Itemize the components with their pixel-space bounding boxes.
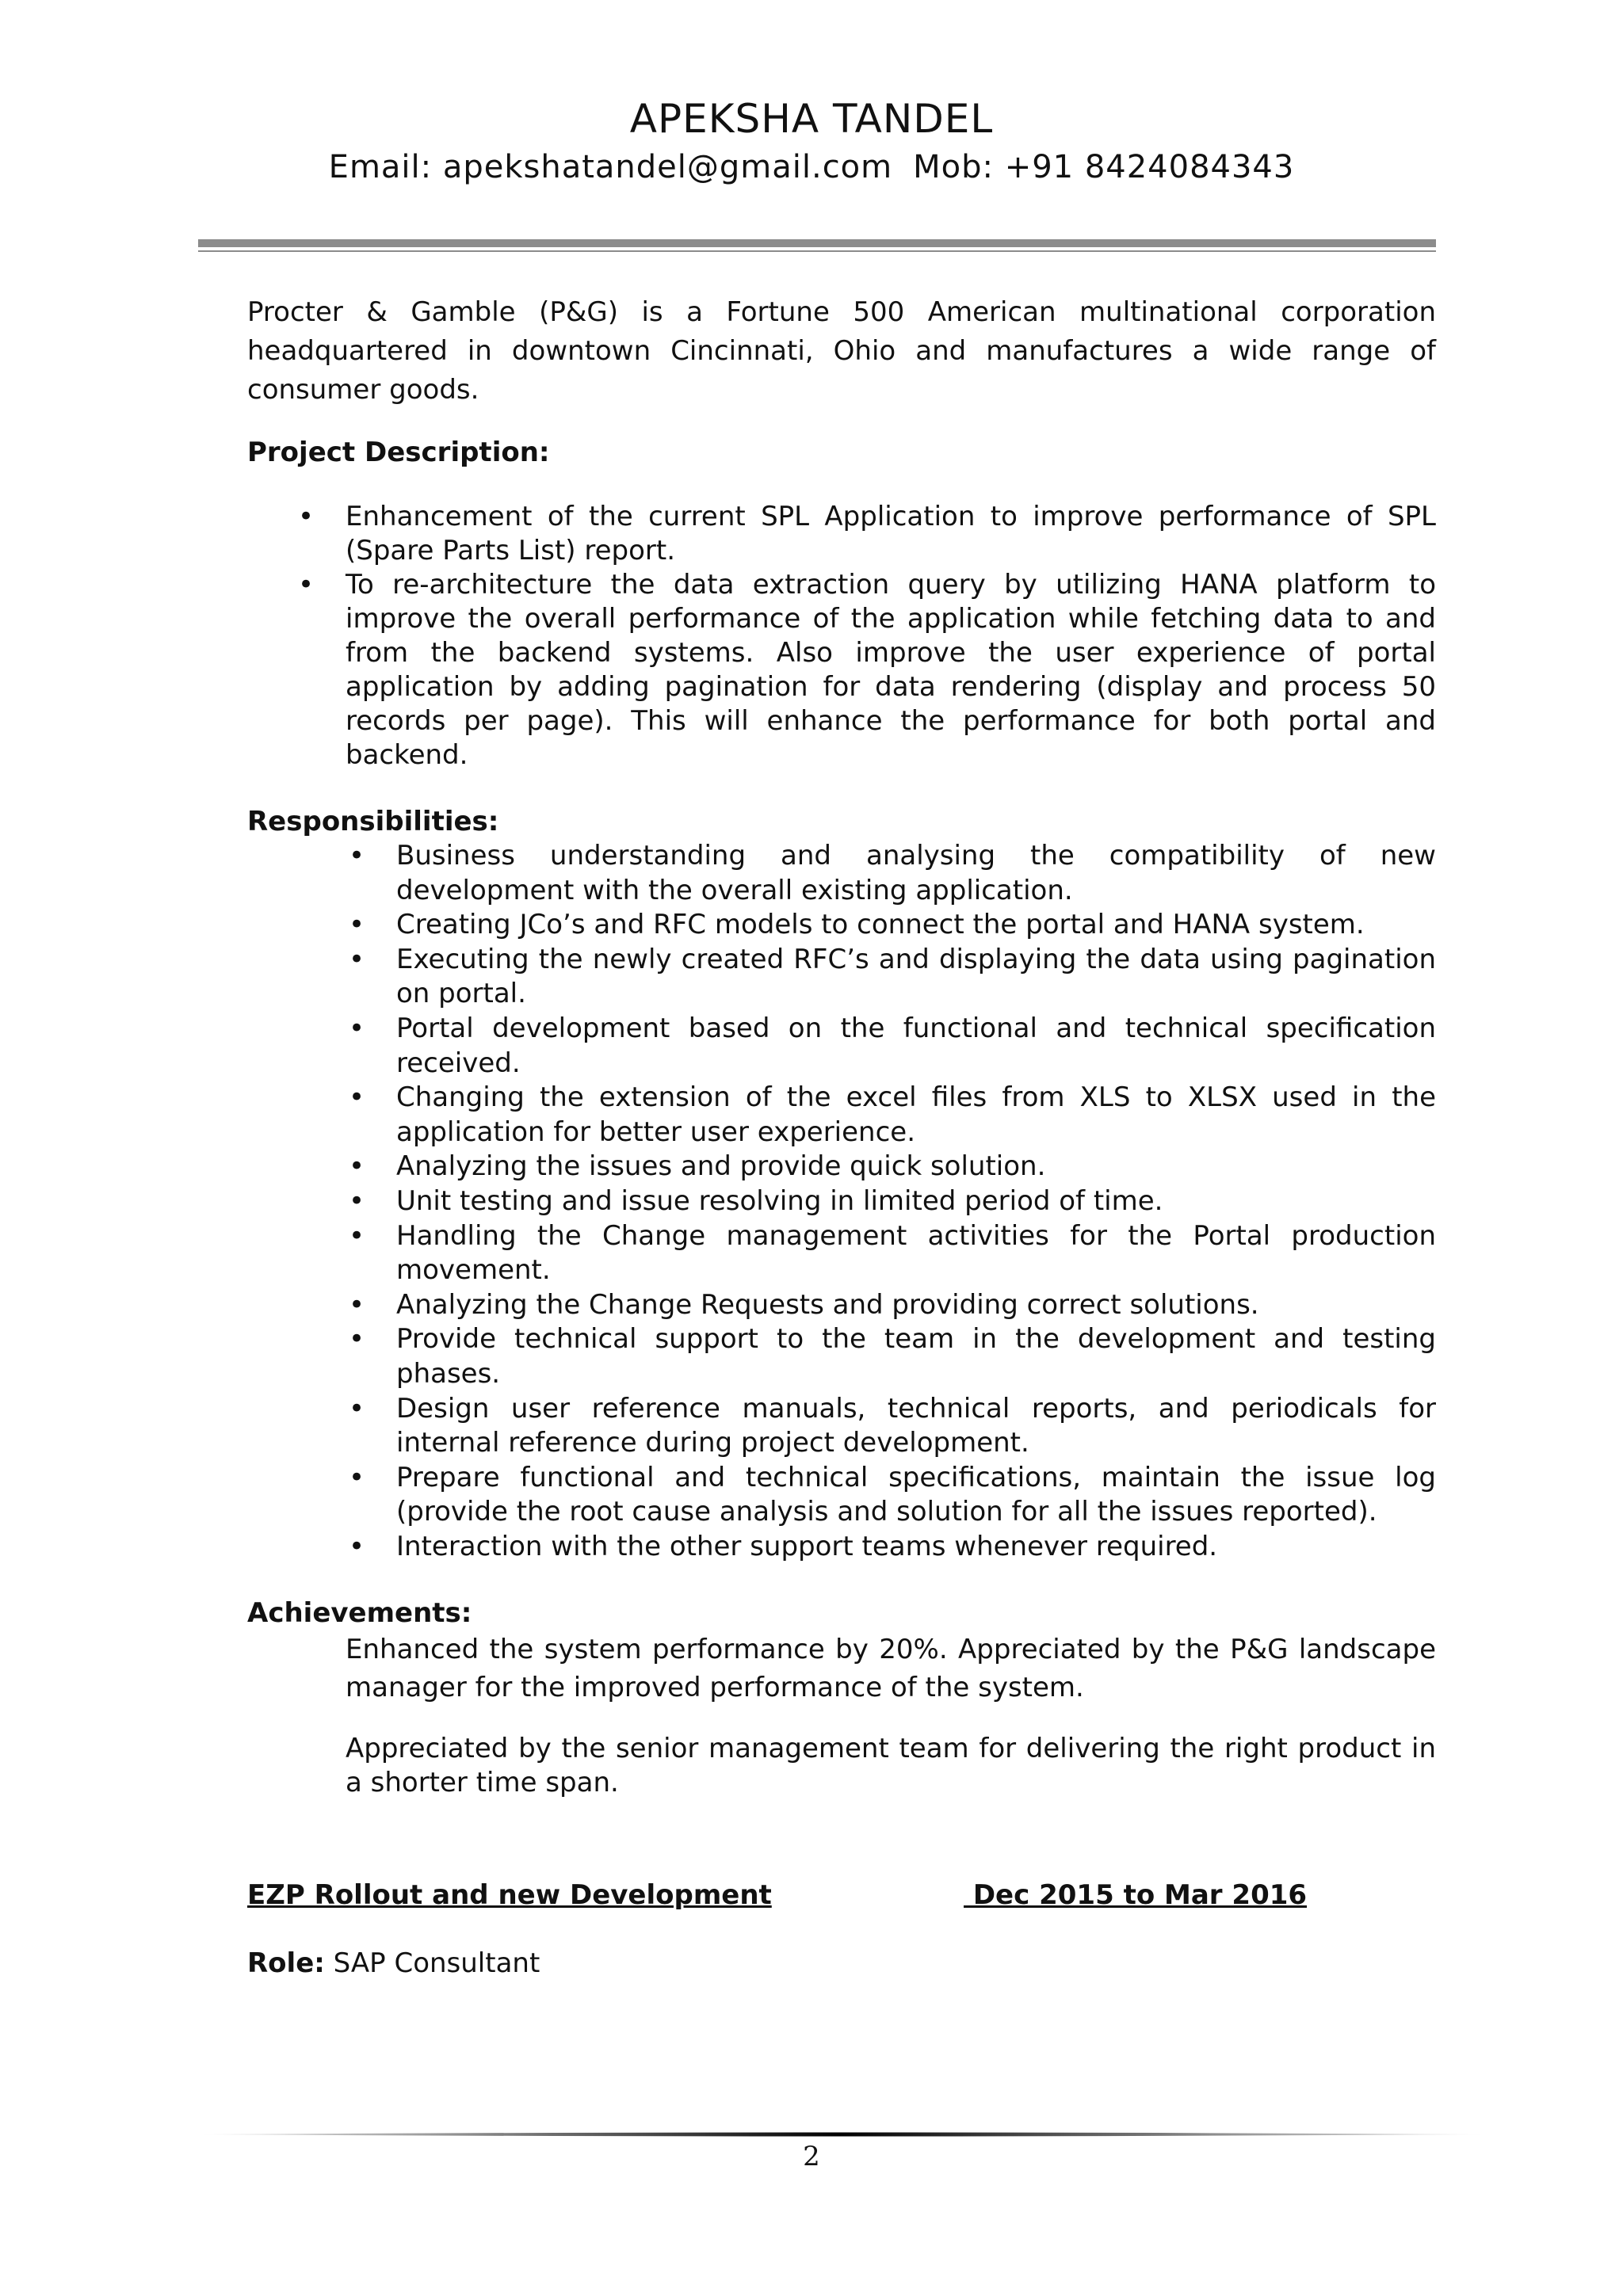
list-item: • Changing the extension of the excel files from XLS to XLSX used in the application for better user experience. <box>349 1081 1436 1148</box>
mobile-text: Mob: +91 8424084343 <box>913 149 1295 185</box>
list-item: • Business understanding and analysing the compatibility of new development with the overall existing application. <box>349 840 1436 906</box>
role-value: SAP Consultant <box>333 1947 540 1979</box>
header-divider <box>198 239 1436 247</box>
bullet-icon: • <box>349 1012 365 1044</box>
list-item: • Enhancement of the current SPL Application to improve performance of SPL (Spare Parts List) report. <box>298 501 1436 566</box>
list-item: • Provide technical support to the team in the development and testing phases. <box>349 1323 1436 1390</box>
list-item: • Portal development based on the functional and technical specification received. <box>349 1012 1436 1079</box>
bullet-icon: • <box>349 1184 365 1217</box>
list-item: • Design user reference manuals, technical reports, and periodicals for internal reference during project development. <box>349 1392 1436 1459</box>
role-line <box>247 1946 540 1981</box>
list-item: • Unit testing and issue resolving in limited period of time. <box>396 1184 1436 1219</box>
list-item: • Creating JCo’s and RFC models to connect the portal and HANA system. <box>396 908 1436 943</box>
achievement-item: Enhanced the system performance by 20%. Appreciated by the P&G landscape manager for the improved performance of the system. <box>346 1634 1436 1704</box>
bullet-icon: • <box>349 1150 365 1183</box>
bullet-icon: • <box>349 840 365 871</box>
bullet-icon: • <box>298 569 315 601</box>
bullet-icon: • <box>349 1461 365 1493</box>
list-item: • Interaction with the other support teams whenever required. <box>396 1530 1436 1565</box>
header-divider-thin <box>198 250 1436 252</box>
list-item: • Executing the newly created RFC’s and displaying the data using pagination on portal. <box>349 943 1436 1010</box>
company-intro: Procter & Gamble (P&G) is a Fortune 500 American multinational corporation headquartered in downtown Cincinnati, Ohio and manufactures a wide range of consumer goods. <box>247 296 1436 406</box>
bullet-icon: • <box>349 1081 365 1114</box>
list-item: • Handling the Change management activities for the Portal production movement. <box>349 1219 1436 1287</box>
responsibilities-heading: Responsibilities: <box>247 806 499 837</box>
bullet-icon: • <box>349 909 365 941</box>
main-content <box>247 293 1436 1800</box>
project-description-heading: Project Description: <box>247 437 550 468</box>
list-item: • To re-architecture the data extraction query by utilizing HANA platform to improve the overall performance of the application while fetching data to and from the backend systems. Also improve the user experience of portal application by adding pagination for data rendering (display and process 50 records per page). This will enhance the performance for both portal and backend. <box>298 569 1436 771</box>
achievement-item: Appreciated by the senior management team for delivering the right product in a shorter time span. <box>346 1733 1436 1799</box>
bullet-icon: • <box>349 1392 365 1425</box>
list-item: • Analyzing the Change Requests and providing correct solutions. <box>396 1288 1436 1323</box>
page-number: 2 <box>803 2141 820 2172</box>
footer-divider <box>198 2131 1482 2138</box>
list-item: • Analyzing the issues and provide quick solution. <box>396 1150 1436 1184</box>
candidate-name: APEKSHA TANDEL <box>629 96 994 142</box>
bullet-icon: • <box>349 943 365 975</box>
achievements-heading: Achievements: <box>247 1597 472 1630</box>
project-dates: Dec 2015 to Mar 2016 <box>964 1879 1308 1911</box>
list-item: • Prepare functional and technical specifications, maintain the issue log (provide the root cause analysis and solution for all the issues reported). <box>349 1461 1436 1528</box>
bullet-icon: • <box>349 1219 365 1252</box>
project-title: EZP Rollout and new Development <box>247 1879 772 1911</box>
responsibilities-list <box>247 839 1436 1564</box>
email-text: Email: apekshatandel@gmail.com <box>328 149 893 185</box>
bullet-icon: • <box>349 1323 365 1356</box>
contact-line <box>0 147 1623 187</box>
bullet-icon: • <box>298 501 315 532</box>
bullet-icon: • <box>349 1288 365 1321</box>
project-description-list <box>247 500 1436 772</box>
role-label: Role: <box>247 1947 325 1979</box>
bullet-icon: • <box>349 1530 365 1562</box>
